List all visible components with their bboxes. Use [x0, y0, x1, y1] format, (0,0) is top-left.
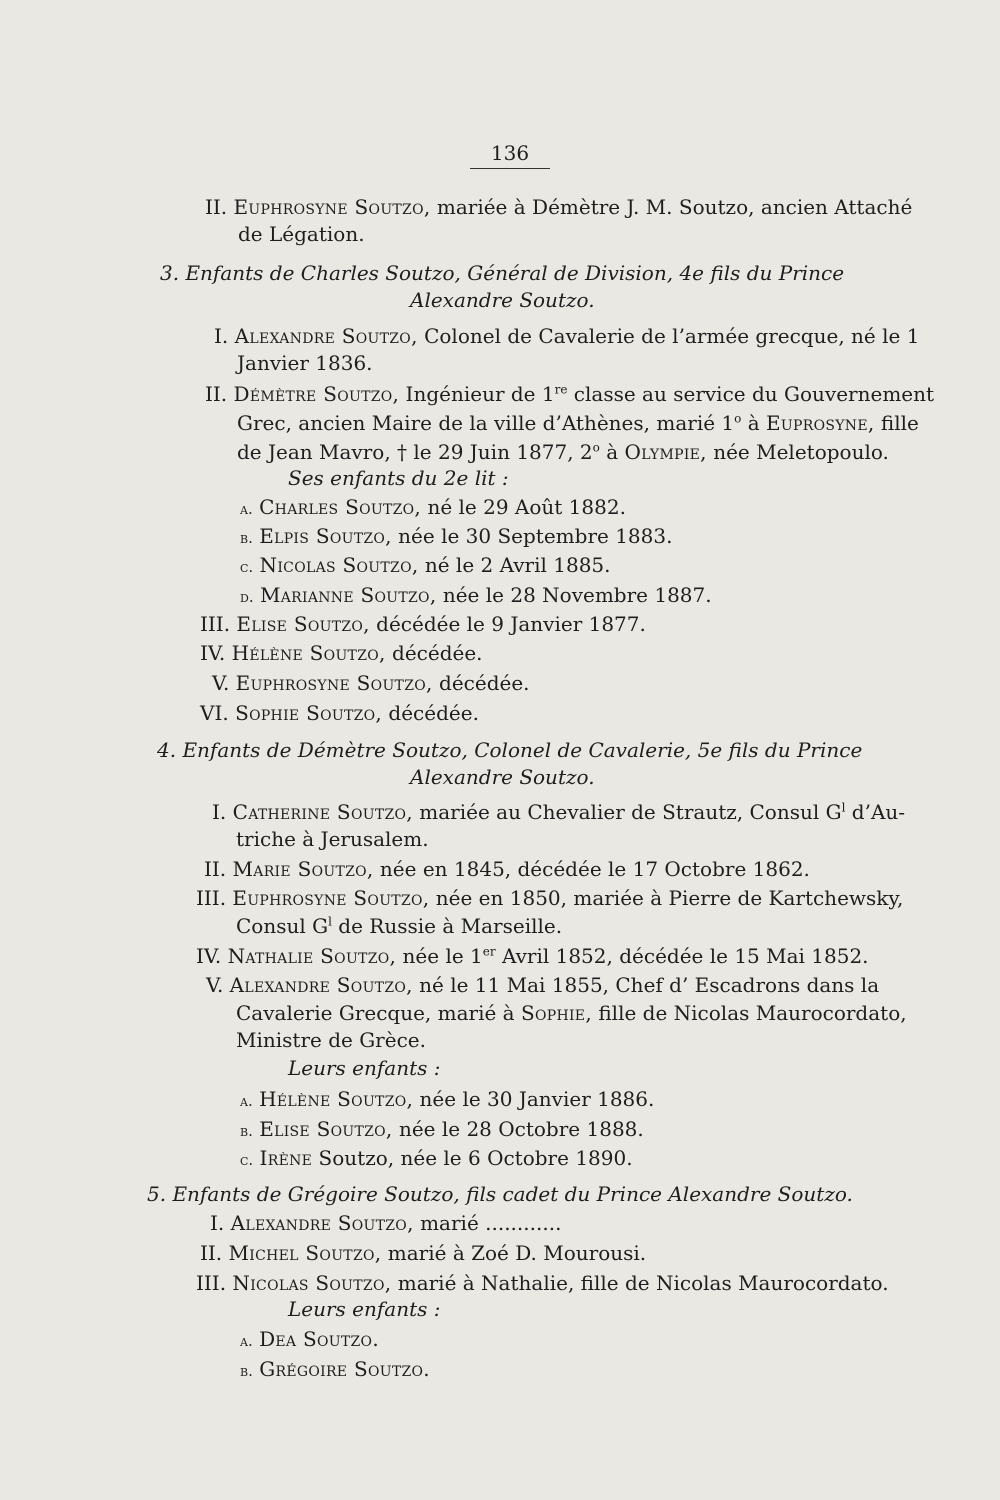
entry-line: Grec, ancien Maire de la ville d’Athènes, marié 1$^o$ à Euprosyne, fille — [237, 411, 919, 435]
entry-line: III. Elise Soutzo, décédée le 9 Janvier 1877. — [200, 612, 646, 636]
entry-line: de Légation. — [238, 222, 365, 246]
entry-line: IV. Hélène Soutzo, décédée. — [200, 641, 483, 665]
section-heading: Alexandre Soutzo. — [410, 288, 595, 312]
entry-line: III. Nicolas Soutzo, marié à Nathalie, fille de Nicolas Maurocordato. — [196, 1271, 889, 1295]
subheading: Ses enfants du 2e lit : — [288, 466, 509, 490]
entry-line: II. Euphrosyne Soutzo, mariée à Démètre J. M. Soutzo, ancien Attaché — [205, 195, 913, 219]
entry-line: c. Nicolas Soutzo, né le 2 Avril 1885. — [240, 553, 611, 577]
subheading: Leurs enfants : — [288, 1297, 441, 1321]
entry-line: a. Charles Soutzo, né le 29 Août 1882. — [240, 495, 626, 519]
entry-line: b. Elpis Soutzo, née le 30 Septembre 1883. — [240, 524, 673, 548]
entry-line: de Jean Mavro, † le 29 Juin 1877, 2$^o$ à Olympie, née Meletopoulo. — [237, 440, 889, 464]
entry-line: II. Michel Soutzo, marié à Zoé D. Mourousi. — [200, 1241, 647, 1265]
entry-line: triche à Jerusalem. — [236, 827, 429, 851]
entry-line: III. Euphrosyne Soutzo, née en 1850, mariée à Pierre de Kartchewsky, — [196, 886, 904, 910]
entry-line: d. Marianne Soutzo, née le 28 Novembre 1887. — [240, 583, 712, 607]
entry-line: II. Marie Soutzo, née en 1845, décédée le 17 Octobre 1862. — [204, 857, 810, 881]
entry-line: Ministre de Grèce. — [236, 1028, 426, 1052]
entry-line: V. Euphrosyne Soutzo, décédée. — [212, 671, 530, 695]
entry-line: I. Alexandre Soutzo, marié ............ — [210, 1211, 562, 1235]
entry-line: c. Irène Soutzo, née le 6 Octobre 1890. — [240, 1146, 633, 1170]
section-heading: 5. Enfants de Grégoire Soutzo, fils cadet du Prince Alexandre Soutzo. — [147, 1182, 853, 1206]
section-heading: Alexandre Soutzo. — [410, 765, 595, 789]
entry-line: b. Elise Soutzo, née le 28 Octobre 1888. — [240, 1117, 644, 1141]
entry-line: VI. Sophie Soutzo, décédée. — [200, 701, 479, 725]
entry-line: b. Grégoire Soutzo. — [240, 1357, 430, 1381]
entry-line: I. Catherine Soutzo, mariée au Chevalier de Strautz, Consul $G^l$ d’Au- — [212, 800, 906, 824]
entry-line: Consul $G^l$ de Russie à Marseille. — [236, 914, 563, 938]
entry-line: a. Hélène Soutzo, née le 30 Janvier 1886. — [240, 1087, 655, 1111]
subheading: Leurs enfants : — [288, 1056, 441, 1080]
section-heading: 3. Enfants de Charles Soutzo, Général de Division, 4e fils du Prince — [160, 261, 845, 285]
entry-line: a. Dea Soutzo. — [240, 1327, 379, 1351]
page-number: 136 — [470, 141, 550, 169]
dagger-symbol: † — [397, 440, 408, 464]
entry-line: Janvier 1836. — [237, 351, 373, 375]
entry-line: II. Démètre Soutzo, Ingénieur de 1re classe au service du Gouvernement — [205, 382, 935, 406]
section-heading: 4. Enfants de Démètre Soutzo, Colonel de Cavalerie, 5e fils du Prince — [157, 738, 863, 762]
entry-line: IV. Nathalie Soutzo, née le 1er Avril 1852, décédée le 15 Mai 1852. — [196, 944, 869, 968]
entry-line: Cavalerie Grecque, marié à Sophie, fille de Nicolas Maurocordato, — [236, 1001, 907, 1025]
entry-line: I. Alexandre Soutzo, Colonel de Cavalerie de l’armée grecque, né le 1 — [214, 324, 920, 348]
entry-line: V. Alexandre Soutzo, né le 11 Mai 1855, Chef d’ Escadrons dans la — [206, 973, 880, 997]
